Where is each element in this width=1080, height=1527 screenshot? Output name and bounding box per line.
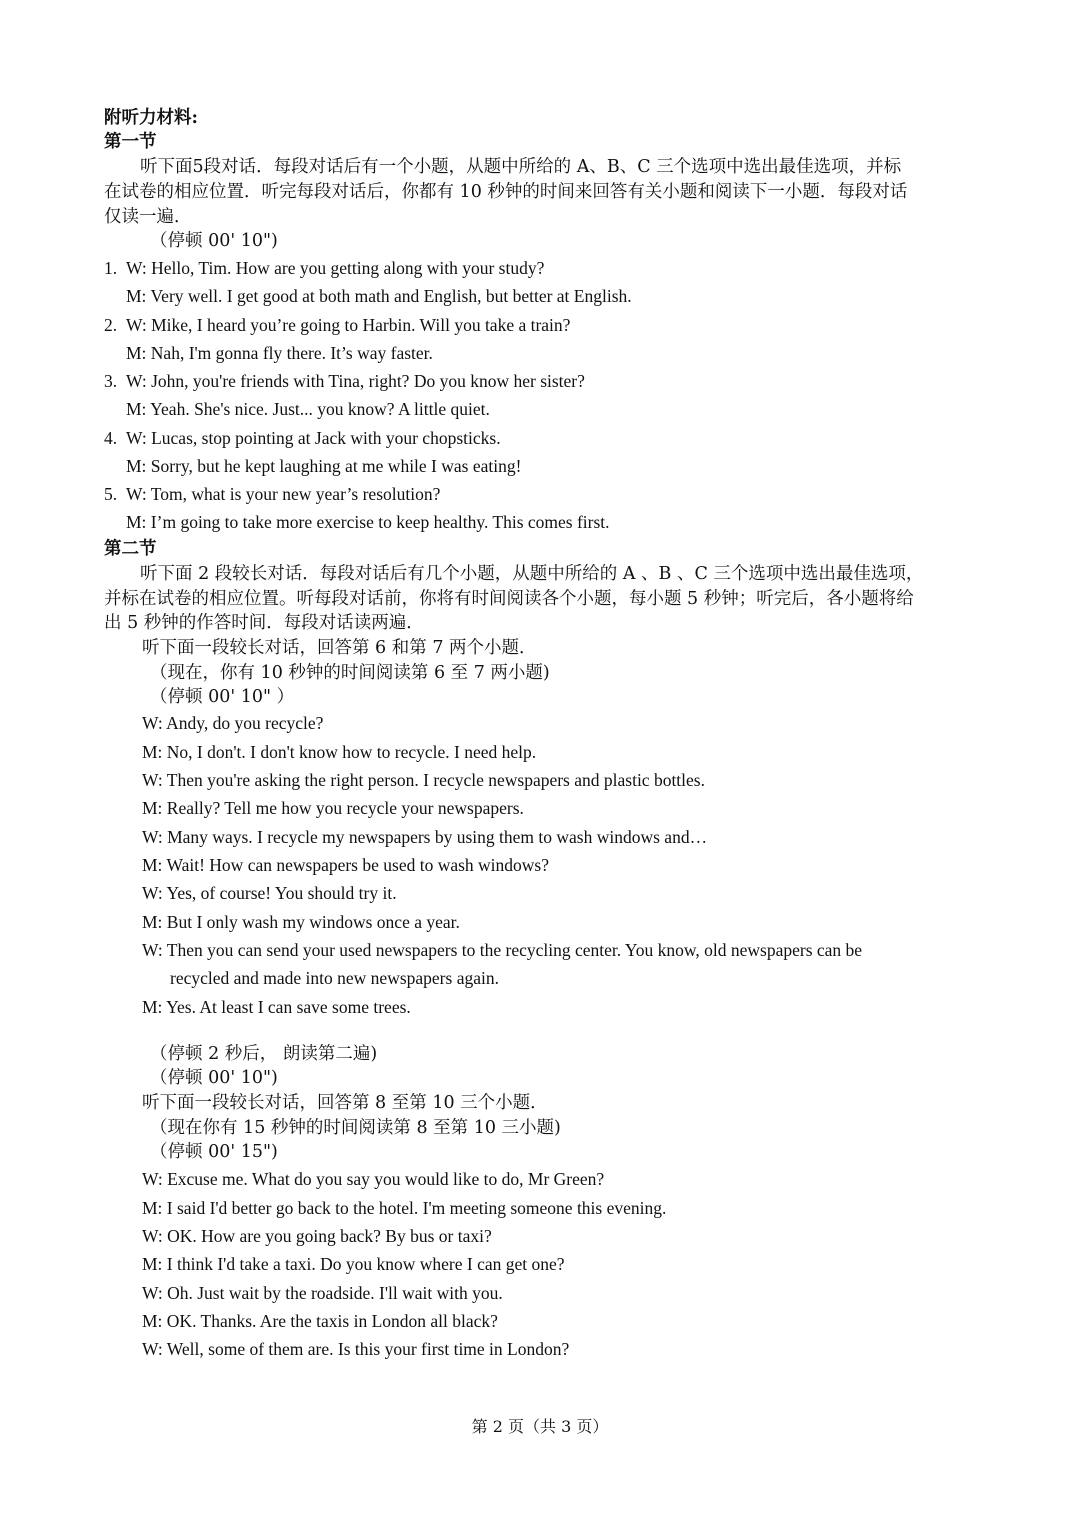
- section2-instruction-line2: 并标在试卷的相应位置。听每段对话前，你将有时间阅读各个小题，每小题 5 秒钟；听完后，各小题将给: [104, 589, 914, 609]
- section1-instruction-line1: 听下面5段对话．每段对话后有一个小题，从题中所给的 A、B、C 三个选项中选出最佳选项，并标: [140, 157, 902, 177]
- dialogue-line-w: W: Lucas, stop pointing at Jack with your chopsticks.: [126, 428, 501, 448]
- conversation-line: M: OK. Thanks. Are the taxis in London all black?: [142, 1311, 498, 1331]
- dialogue-line-m: M: Very well. I get good at both math and English, but better at English.: [126, 286, 632, 306]
- part2-read: （现在你有 15 秒钟的时间阅读第 8 至第 10 三小题): [150, 1118, 561, 1138]
- heading: 附听力材料:: [104, 108, 198, 128]
- conversation-line: W: Excuse me. What do you say you would like to do, Mr Green?: [142, 1169, 605, 1189]
- conversation-line: M: Wait! How can newspapers be used to wash windows?: [142, 855, 550, 875]
- conversation-line: W: Then you can send your used newspapers to the recycling center. You know, old newspapers can be: [142, 940, 863, 960]
- conversation-line-continued: recycled and made into new newspapers again.: [170, 968, 499, 988]
- dialogue-number: 1.: [104, 258, 118, 278]
- dialogue-line-w: W: Hello, Tim. How are you getting along with your study?: [126, 258, 545, 278]
- conversation-line: M: Yes. At least I can save some trees.: [142, 997, 411, 1017]
- part1-pause: （停顿 00' 10" ）: [150, 687, 295, 707]
- dialogue-line-m: M: I’m going to take more exercise to keep healthy. This comes first.: [126, 512, 610, 532]
- section1-title: 第一节: [104, 132, 157, 152]
- pause-second-reading-2: （停顿 00' 10"): [150, 1068, 278, 1088]
- conversation-line: W: Andy, do you recycle?: [142, 713, 324, 733]
- section1-pause: （停顿 00' 10"): [150, 231, 278, 251]
- conversation-line: W: OK. How are you going back? By bus or taxi?: [142, 1226, 492, 1246]
- dialogue-number: 4.: [104, 428, 118, 448]
- conversation-line: W: Then you're asking the right person. I recycle newspapers and plastic bottles.: [142, 770, 705, 790]
- part2-intro: 听下面一段较长对话，回答第 8 至第 10 三个小题．: [142, 1093, 548, 1113]
- pause-second-reading: （停顿 2 秒后， 朗读第二遍): [150, 1044, 378, 1064]
- dialogue-line-w: W: Mike, I heard you’re going to Harbin. Will you take a train?: [126, 315, 571, 335]
- section2-instruction-line1: 听下面 2 段较长对话．每段对话后有几个小题，从题中所给的 A 、B 、C 三个选项中选出最佳选项，: [140, 564, 924, 584]
- conversation-line: W: Oh. Just wait by the roadside. I'll wait with you.: [142, 1283, 503, 1303]
- section1-instruction-line3: 仅读一遍．: [104, 207, 192, 227]
- part2-pause: （停顿 00' 15"): [150, 1142, 278, 1162]
- dialogue-number: 3.: [104, 371, 118, 391]
- conversation-line: W: Well, some of them are. Is this your first time in London?: [142, 1339, 570, 1359]
- part1-intro: 听下面一段较长对话，回答第 6 和第 7 两个小题．: [142, 638, 537, 658]
- page-footer: 第 2 页（共 3 页）: [471, 1417, 609, 1436]
- conversation-line: M: Really? Tell me how you recycle your newspapers.: [142, 798, 524, 818]
- part1-read: （现在，你有 10 秒钟的时间阅读第 6 至 7 两小题): [150, 663, 550, 683]
- dialogue-line-m: M: Yeah. She's nice. Just... you know? A little quiet.: [126, 399, 490, 419]
- dialogue-number: 2.: [104, 315, 118, 335]
- dialogue-line-m: M: Nah, I'm gonna fly there. It’s way faster.: [126, 343, 433, 363]
- dialogue-line-w: W: John, you're friends with Tina, right? Do you know her sister?: [126, 371, 585, 391]
- dialogue-line-w: W: Tom, what is your new year’s resolution?: [126, 484, 441, 504]
- conversation-line: W: Many ways. I recycle my newspapers by using them to wash windows and…: [142, 827, 708, 847]
- conversation-line: W: Yes, of course! You should try it.: [142, 883, 397, 903]
- conversation-line: M: I said I'd better go back to the hotel. I'm meeting someone this evening.: [142, 1198, 667, 1218]
- section2-title: 第二节: [104, 539, 157, 559]
- dialogue-line-m: M: Sorry, but he kept laughing at me while I was eating!: [126, 456, 522, 476]
- section1-instruction-line2: 在试卷的相应位置．听完每段对话后，你都有 10 秒钟的时间来回答有关小题和阅读下一小题．每段对话: [104, 182, 908, 202]
- conversation-line: M: I think I'd take a taxi. Do you know where I can get one?: [142, 1254, 565, 1274]
- conversation-line: M: But I only wash my windows once a year.: [142, 912, 460, 932]
- conversation-line: M: No, I don't. I don't know how to recycle. I need help.: [142, 742, 537, 762]
- section2-instruction-line3: 出 5 秒钟的作答时间．每段对话读两遍．: [104, 613, 424, 633]
- dialogue-number: 5.: [104, 484, 118, 504]
